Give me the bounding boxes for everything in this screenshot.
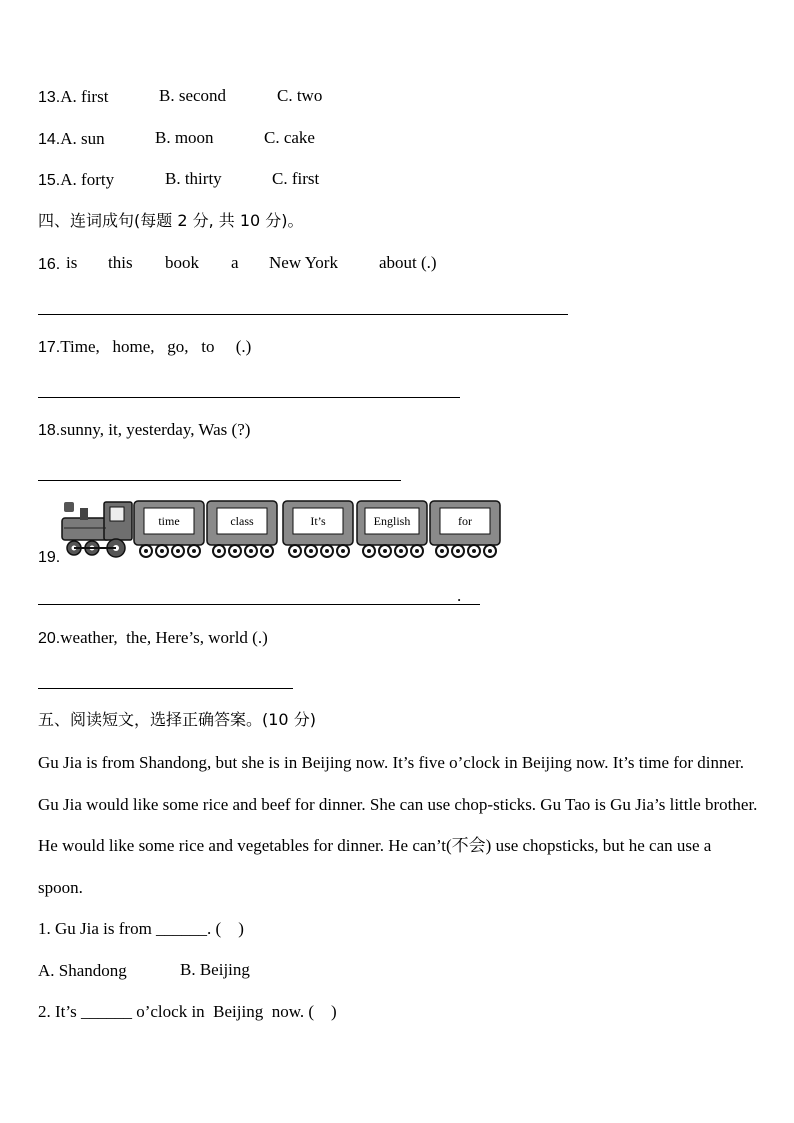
question-13 — [38, 86, 108, 109]
question-number: 18. — [38, 422, 61, 439]
word-2: this — [108, 253, 133, 272]
question-number: 19. — [38, 549, 61, 566]
question-number: 13. — [38, 89, 61, 106]
end-period: . — [457, 586, 462, 605]
question-number: 14. — [38, 131, 61, 148]
word-4: a — [231, 253, 239, 272]
train-car-4 — [357, 501, 427, 557]
question-words: Time, home, go, to (.) — [60, 337, 252, 356]
train-car-1 — [134, 501, 204, 557]
reading-option-a: A. Shandong — [38, 961, 127, 980]
question-16 — [38, 253, 60, 276]
train-car-3 — [283, 501, 353, 557]
train-car-2 — [207, 501, 277, 557]
question-number: 17. — [38, 339, 61, 356]
answer-line — [38, 604, 480, 605]
option-c: C. first — [272, 169, 320, 188]
answer-line — [38, 688, 293, 689]
train-car-5 — [430, 501, 500, 557]
word-3: book — [165, 253, 199, 272]
question-17 — [38, 336, 251, 359]
option-a: A. forty — [60, 170, 115, 189]
section-5-heading: 五、阅读短文，选择正确答案。(10 分) — [38, 710, 316, 729]
question-number: 15. — [38, 172, 61, 189]
question-number: 16. — [38, 256, 61, 273]
reading-question-1: 1. Gu Jia is from ______. ( ) — [38, 919, 244, 938]
reading-passage: Gu Jia is from Shandong, but she is in Beijing now. It’s five o’clock in Beijing now. It’s time for dinner. Gu Jia would like some rice and beef for dinner. She can use chop-sticks. Gu Tao is Gu Jia’s little brother. He would like some rice and vegetables for dinner. He can’t(不会) use chopsticks, but he can use a spoon. — [38, 753, 758, 897]
question-number: 20. — [38, 630, 61, 647]
section-4-heading: 四、连词成句(每题 2 分, 共 10 分)。 — [38, 211, 304, 230]
answer-line — [38, 480, 401, 481]
car-word: time — [158, 514, 180, 528]
question-19 — [38, 546, 60, 569]
reading-option-b: B. Beijing — [180, 960, 250, 979]
question-14 — [38, 128, 105, 151]
option-a: A. sun — [60, 129, 105, 148]
reading-question-2: 2. It’s ______ o’clock in Beijing now. ( ) — [38, 1002, 337, 1021]
question-20 — [38, 627, 268, 650]
word-6: about (.) — [379, 253, 437, 272]
word-5: New York — [269, 253, 338, 272]
option-c: C. cake — [264, 128, 315, 147]
option-b: B. moon — [155, 128, 214, 147]
locomotive-icon — [62, 502, 132, 557]
option-b: B. second — [159, 86, 227, 105]
car-word: English — [373, 514, 411, 528]
question-15 — [38, 169, 114, 192]
answer-line — [38, 314, 568, 315]
car-word: class — [230, 514, 254, 528]
option-a: A. first — [60, 87, 109, 106]
car-word: for — [458, 514, 472, 528]
question-words: weather, the, Here’s, world (.) — [60, 628, 268, 647]
train-illustration — [60, 498, 505, 564]
car-word: It’s — [310, 514, 326, 528]
option-c: C. two — [277, 86, 323, 105]
answer-line — [38, 397, 460, 398]
question-words: sunny, it, yesterday, Was (?) — [60, 420, 251, 439]
word-1: is — [66, 253, 78, 272]
question-18 — [38, 419, 250, 442]
option-b: B. thirty — [165, 169, 222, 188]
